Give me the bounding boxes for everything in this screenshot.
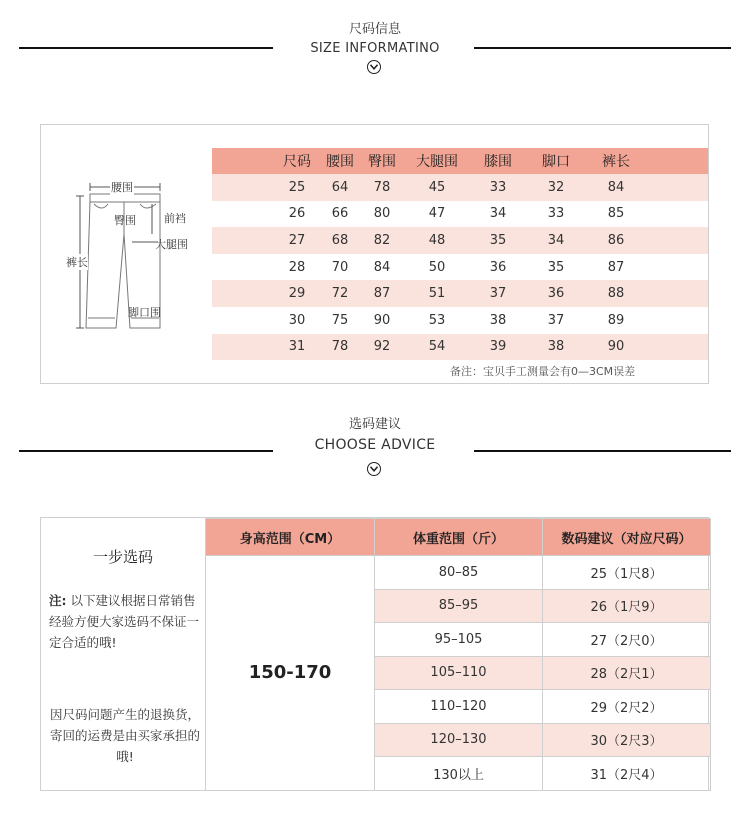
cell: 90 bbox=[360, 307, 404, 334]
cell: 70 bbox=[320, 254, 360, 281]
table-row bbox=[212, 280, 708, 307]
advice-left-panel bbox=[41, 518, 205, 790]
cell: 25 bbox=[274, 174, 320, 201]
cell: 34 bbox=[526, 227, 586, 254]
size-section-title-en: SIZE INFORMATINO bbox=[310, 41, 440, 56]
cell: 35 bbox=[526, 254, 586, 281]
advice-note bbox=[49, 590, 201, 653]
cell: 86 bbox=[586, 227, 646, 254]
cell: 90 bbox=[586, 334, 646, 361]
measurement-note: 备注：宝贝手工测量会有0—3CM误差 bbox=[450, 365, 636, 378]
size-cell: 27（2尺0） bbox=[543, 623, 711, 657]
cell: 33 bbox=[526, 201, 586, 228]
cell: 34 bbox=[470, 201, 526, 228]
cell: 26 bbox=[274, 201, 320, 228]
advice-table bbox=[205, 518, 711, 791]
cell: 37 bbox=[526, 307, 586, 334]
cell: 85 bbox=[586, 201, 646, 228]
size-cell: 28（2尺1） bbox=[543, 656, 711, 690]
cell: 38 bbox=[470, 307, 526, 334]
cell: 48 bbox=[404, 227, 470, 254]
cell: 88 bbox=[586, 280, 646, 307]
table-row bbox=[212, 227, 708, 254]
cell: 47 bbox=[404, 201, 470, 228]
col-header-length: 裤长 bbox=[586, 148, 646, 174]
cell: 80 bbox=[360, 201, 404, 228]
cell: 38 bbox=[526, 334, 586, 361]
cell: 82 bbox=[360, 227, 404, 254]
cell: 84 bbox=[586, 174, 646, 201]
diagram-label-hip: 臀围 bbox=[114, 214, 136, 227]
cell: 51 bbox=[404, 280, 470, 307]
weight-cell: 120–130 bbox=[375, 723, 543, 757]
cell: 68 bbox=[320, 227, 360, 254]
col-header-waist: 腰围 bbox=[320, 148, 360, 174]
col-header-size: 尺码 bbox=[274, 148, 320, 174]
table-row bbox=[206, 556, 711, 590]
cell: 84 bbox=[360, 254, 404, 281]
table-row bbox=[212, 201, 708, 228]
diagram-label-thigh: 大腿围 bbox=[155, 238, 188, 251]
size-cell: 30（2尺3） bbox=[543, 723, 711, 757]
size-cell: 31（2尺4） bbox=[543, 757, 711, 791]
weight-cell: 85–95 bbox=[375, 589, 543, 623]
col-header-weight: 体重范围（斤） bbox=[375, 519, 543, 556]
col-header-knee: 膝围 bbox=[470, 148, 526, 174]
table-row bbox=[212, 254, 708, 281]
cell: 33 bbox=[470, 174, 526, 201]
weight-cell: 130以上 bbox=[375, 757, 543, 791]
cell: 78 bbox=[360, 174, 404, 201]
diagram-label-front-rise: 前裆 bbox=[164, 212, 186, 225]
return-shipping-note: 因尺码问题产生的退换货，寄回的运费是由买家承担的哦! bbox=[49, 707, 200, 764]
cell: 36 bbox=[526, 280, 586, 307]
cell: 87 bbox=[360, 280, 404, 307]
cell: 30 bbox=[274, 307, 320, 334]
weight-cell: 95–105 bbox=[375, 623, 543, 657]
col-header-leg-opening: 脚口 bbox=[526, 148, 586, 174]
advice-note-text: 以下建议根据日常销售经验方便大家选码不保证一定合适的哦! bbox=[49, 593, 200, 650]
cell: 89 bbox=[586, 307, 646, 334]
weight-cell: 105–110 bbox=[375, 656, 543, 690]
size-table bbox=[212, 148, 708, 360]
size-cell: 29（2尺2） bbox=[543, 690, 711, 724]
advice-section-header bbox=[0, 417, 750, 453]
cell: 87 bbox=[586, 254, 646, 281]
size-section-header bbox=[0, 22, 750, 57]
cell: 92 bbox=[360, 334, 404, 361]
cell: 27 bbox=[274, 227, 320, 254]
col-header-thigh: 大腿围 bbox=[404, 148, 470, 174]
diagram-label-leg-opening: 脚口围 bbox=[128, 306, 161, 319]
table-row bbox=[212, 307, 708, 334]
cell: 54 bbox=[404, 334, 470, 361]
cell: 66 bbox=[320, 201, 360, 228]
cell: 36 bbox=[470, 254, 526, 281]
col-header-height: 身高范围（CM） bbox=[206, 519, 375, 556]
chevron-down-icon bbox=[367, 462, 381, 476]
cell: 78 bbox=[320, 334, 360, 361]
table-row bbox=[212, 174, 708, 201]
diagram-label-waist: 腰围 bbox=[111, 181, 133, 194]
advice-section-title-en: CHOOSE ADVICE bbox=[314, 437, 436, 453]
cell: 45 bbox=[404, 174, 470, 201]
weight-cell: 80–85 bbox=[375, 556, 543, 590]
cell: 75 bbox=[320, 307, 360, 334]
col-header-size-advice: 数码建议（对应尺码） bbox=[543, 519, 711, 556]
advice-note-label: 注: bbox=[49, 593, 67, 608]
col-header-hip: 臀围 bbox=[360, 148, 404, 174]
size-cell: 25（1尺8） bbox=[543, 556, 711, 590]
cell: 50 bbox=[404, 254, 470, 281]
chevron-down-icon bbox=[367, 60, 381, 74]
cell: 31 bbox=[274, 334, 320, 361]
cell: 53 bbox=[404, 307, 470, 334]
height-range: 150-170 bbox=[206, 556, 375, 791]
weight-cell: 110–120 bbox=[375, 690, 543, 724]
size-table-header bbox=[212, 148, 708, 174]
advice-section-title-cn: 选码建议 bbox=[348, 417, 401, 432]
size-section-title-cn: 尺码信息 bbox=[348, 22, 401, 37]
advice-table-header bbox=[206, 519, 711, 556]
cell: 32 bbox=[526, 174, 586, 201]
cell: 72 bbox=[320, 280, 360, 307]
cell: 35 bbox=[470, 227, 526, 254]
size-cell: 26（1尺9） bbox=[543, 589, 711, 623]
table-row bbox=[212, 334, 708, 361]
advice-left-title: 一步选码 bbox=[92, 548, 153, 566]
cell: 64 bbox=[320, 174, 360, 201]
cell: 37 bbox=[470, 280, 526, 307]
cell: 39 bbox=[470, 334, 526, 361]
cell: 29 bbox=[274, 280, 320, 307]
diagram-label-length: 裤长 bbox=[66, 256, 88, 269]
cell: 28 bbox=[274, 254, 320, 281]
